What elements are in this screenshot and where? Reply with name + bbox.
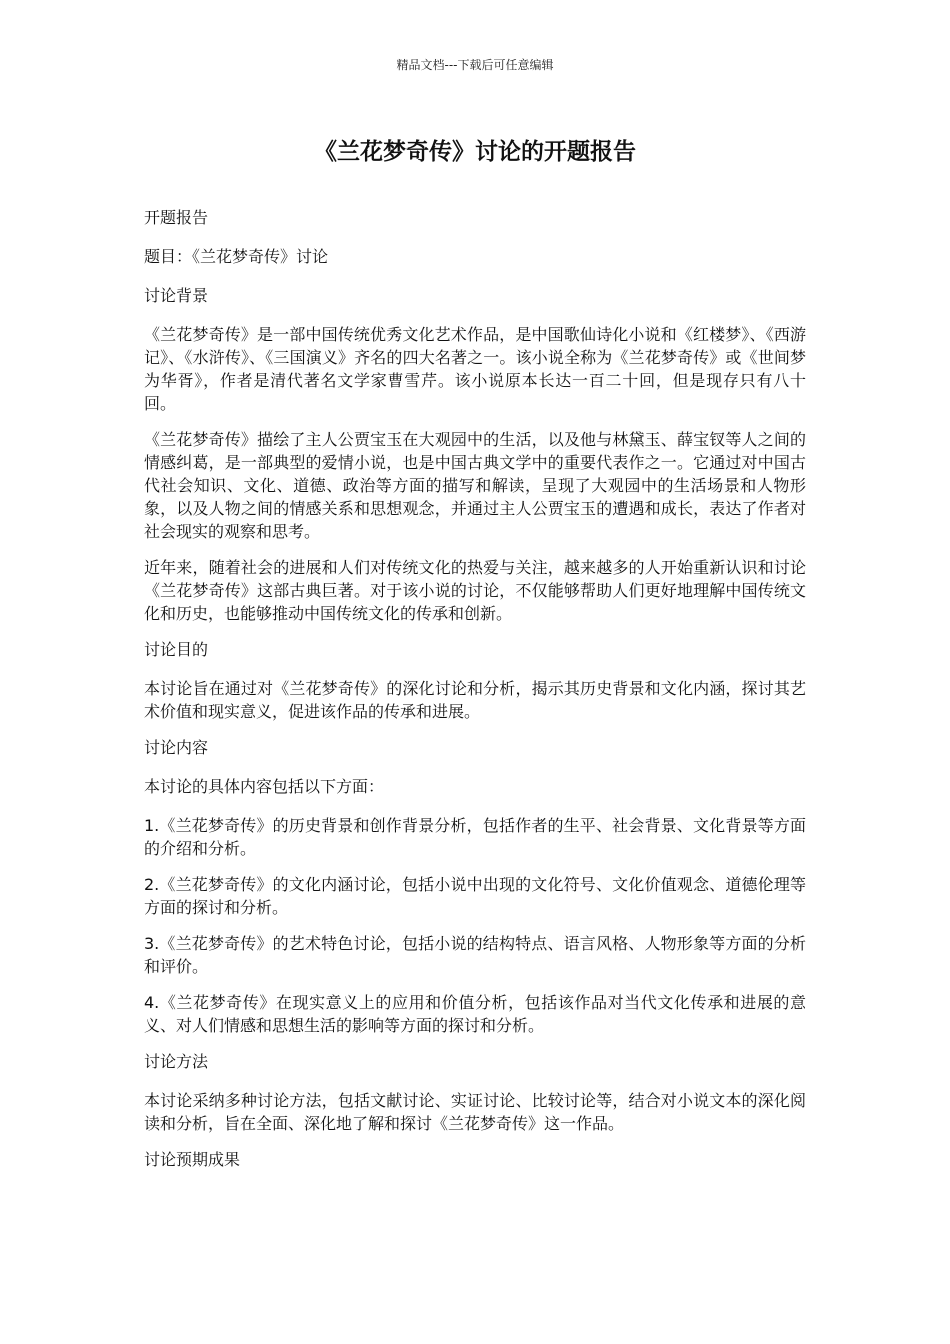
purpose-paragraph: 本讨论旨在通过对《兰花梦奇传》的深化讨论和分析，揭示其历史背景和文化内涵，探讨其艺术价值和现实意义，促进该作品的传承和进展。 (144, 679, 806, 721)
purpose-heading: 讨论目的 (144, 640, 209, 659)
background-paragraph-3: 近年来，随着社会的进展和人们对传统文化的热爱与关注，越来越多的人开始重新认识和讨论《兰花梦奇传》这部古典巨著。对于该小说的讨论，不仅能够帮助人们更好地理解中国传统文化和历史，也能够推动中国传统文化的传承和创新。 (144, 558, 806, 623)
topic-line: 题目：《兰花梦奇传》讨论 (144, 247, 329, 266)
outcome-heading: 讨论预期成果 (144, 1150, 241, 1169)
content-heading: 讨论内容 (144, 738, 209, 757)
document-title: 《兰花梦奇传》讨论的开题报告 (314, 139, 636, 165)
method-paragraph: 本讨论采纳多种讨论方法，包括文献讨论、实证讨论、比较讨论等，结合对小说文本的深化阅读和分析，旨在全面、深化地了解和探讨《兰花梦奇传》这一作品。 (144, 1091, 806, 1133)
page-header: 精品文档---下载后可任意编辑 (396, 58, 554, 72)
method-heading: 讨论方法 (144, 1052, 209, 1071)
content-item-2: 2.《兰花梦奇传》的文化内涵讨论，包括小说中出现的文化符号、文化价值观念、道德伦理等方面的探讨和分析。 (144, 875, 806, 917)
document-body (144, 206, 806, 1187)
background-heading: 讨论背景 (144, 286, 209, 305)
content-item-3: 3.《兰花梦奇传》的艺术特色讨论，包括小说的结构特点、语言风格、人物形象等方面的分析和评价。 (144, 934, 806, 976)
content-item-1: 1.《兰花梦奇传》的历史背景和创作背景分析，包括作者的生平、社会背景、文化背景等方面的介绍和分析。 (144, 816, 806, 858)
background-paragraph-1: 《兰花梦奇传》是一部中国传统优秀文化艺术作品，是中国歌仙诗化小说和《红楼梦》、《西游记》、《水浒传》、《三国演义》齐名的四大名著之一。该小说全称为《兰花梦奇传》或《世间梦为华胥》，作者是清代著名文学家曹雪芹。该小说原本长达一百二十回，但是现存只有八十回。 (144, 325, 806, 413)
content-intro: 本讨论的具体内容包括以下方面： (144, 777, 385, 796)
content-item-4: 4.《兰花梦奇传》在现实意义上的应用和价值分析，包括该作品对当代文化传承和进展的意义、对人们情感和思想生活的影响等方面的探讨和分析。 (144, 993, 806, 1035)
background-paragraph-2: 《兰花梦奇传》描绘了主人公贾宝玉在大观园中的生活，以及他与林黛玉、薛宝钗等人之间的情感纠葛，是一部典型的爱情小说，也是中国古典文学中的重要代表作之一。它通过对中国古代社会知识、文化、道德、政治等方面的描写和解读，呈现了大观园中的生活场景和人物形象，以及人物之间的情感关系和思想观念，并通过主人公贾宝玉的遭遇和成长，表达了作者对社会现实的观察和思考。 (144, 430, 806, 541)
report-label: 开题报告 (144, 208, 209, 227)
